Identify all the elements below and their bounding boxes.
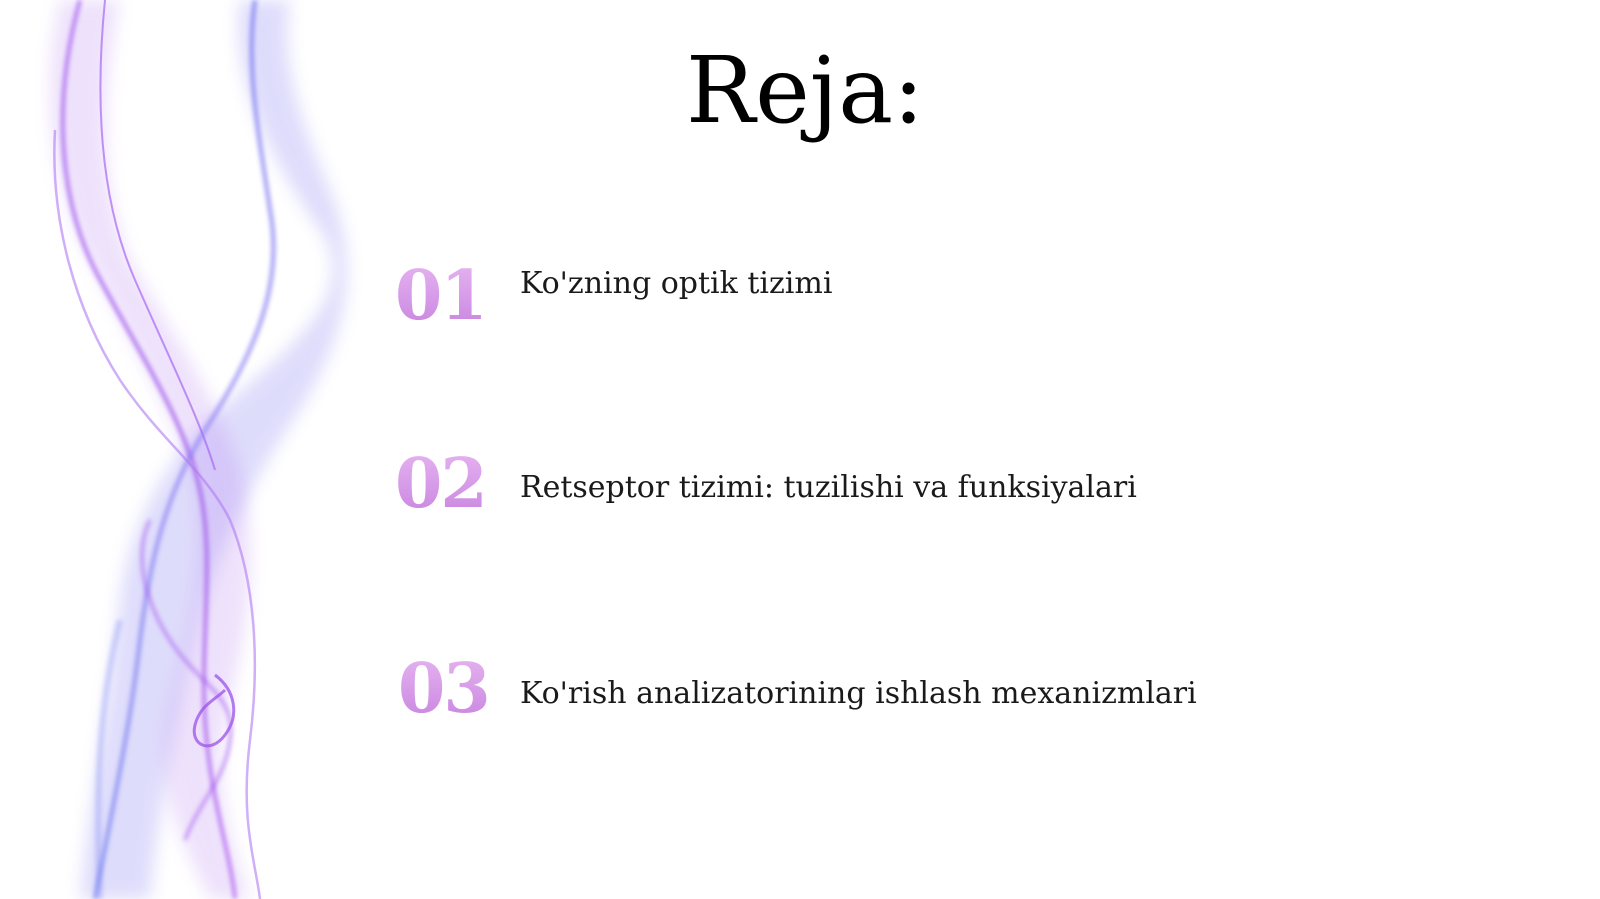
item-text-2: Retseptor tizimi: tuzilishi va funksiyalari [520, 470, 1137, 505]
item-number-2: 02 [395, 450, 495, 518]
item-number-3: 03 [398, 655, 498, 723]
item-text-1: Ko'zning optik tizimi [520, 266, 833, 301]
slide-title: Reja: [685, 37, 925, 144]
item-number-1: 01 [395, 262, 495, 330]
item-text-3: Ko'rish analizatorining ishlash mexanizmlari [520, 676, 1197, 711]
